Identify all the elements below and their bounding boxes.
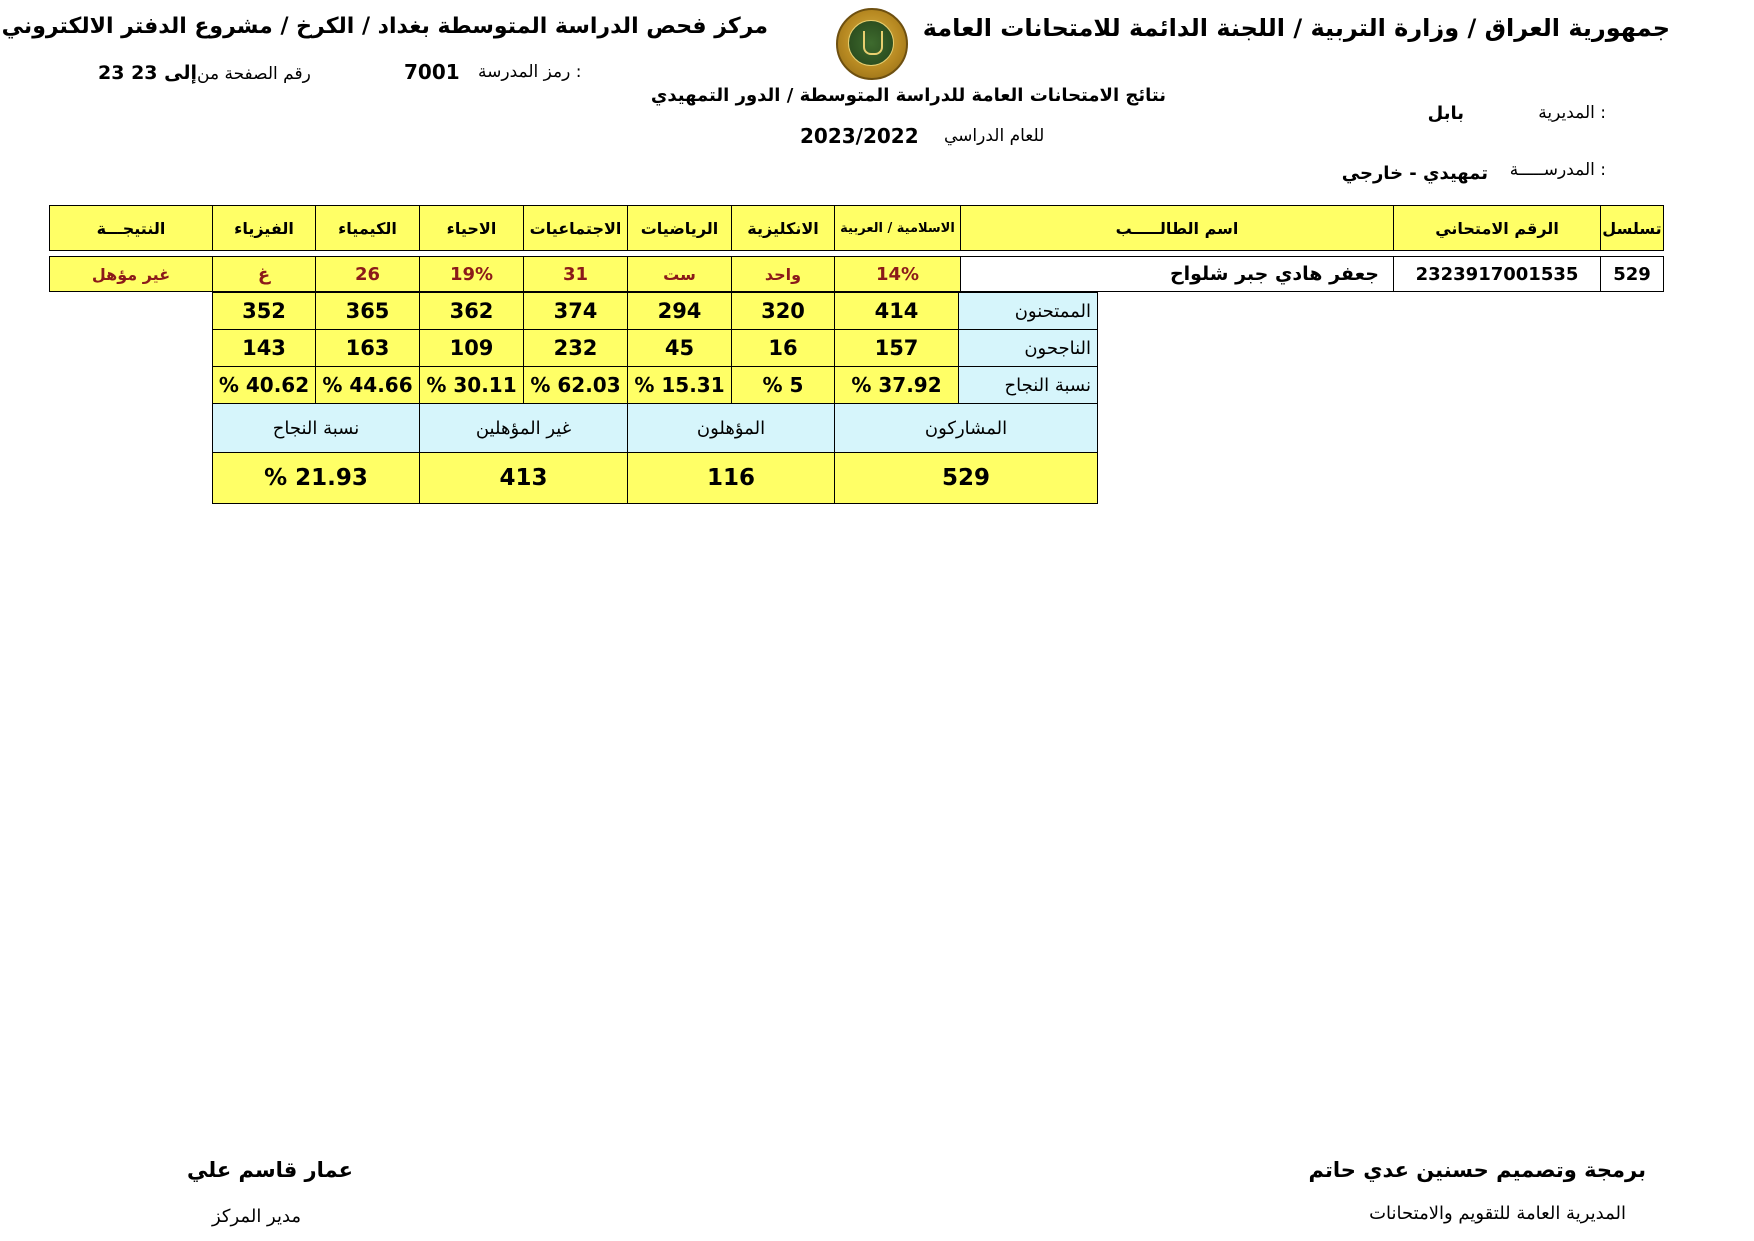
- pass-rate-value: 44.66 %: [315, 366, 420, 404]
- label-passed: الناجحون: [958, 329, 1098, 367]
- page-number: 23 إلى 23: [98, 62, 197, 84]
- examined-value: 352: [212, 292, 316, 330]
- designer-organization: المديرية العامة للتقويم والامتحانات: [1369, 1203, 1626, 1224]
- academic-year: 2023/2022: [800, 124, 919, 148]
- examined-value: 362: [419, 292, 524, 330]
- school-code-label: رمز المدرسة :: [478, 62, 582, 82]
- designer-credit: برمجة وتصميم حسنين عدي حاتم: [1308, 1158, 1646, 1182]
- school-value: تمهيدي - خارجي: [1341, 163, 1488, 184]
- examined-value: 320: [731, 292, 835, 330]
- header-exam-no: الرقم الامتحاني: [1393, 205, 1601, 251]
- header-biology: الاحياء: [419, 205, 524, 251]
- header-result: النتيجـــة: [49, 205, 213, 251]
- student-result: غير مؤهل: [49, 256, 213, 292]
- results-title: نتائج الامتحانات العامة للدراسة المتوسطة / الدور التمهيدي: [650, 85, 1166, 106]
- pass-rate-value: 5 %: [731, 366, 835, 404]
- ministry-emblem-icon: [836, 8, 908, 80]
- examined-value: 365: [315, 292, 420, 330]
- label-pass-rate: نسبة النجاح: [958, 366, 1098, 404]
- passed-value: 109: [419, 329, 524, 367]
- grade-physics: غ: [212, 256, 316, 292]
- school-label: المدرســـــة :: [1509, 160, 1606, 180]
- grade-math: ست: [627, 256, 732, 292]
- page-label: رقم الصفحة من: [197, 64, 311, 84]
- pass-rate-value: 30.11 %: [419, 366, 524, 404]
- header-title-right: جمهورية العراق / وزارة التربية / اللجنة الدائمة للامتحانات العامة: [922, 14, 1670, 42]
- pass-rate-value: 37.92 %: [834, 366, 959, 404]
- grade-biology: 19%: [419, 256, 524, 292]
- summary-participants-value: 529: [834, 452, 1098, 504]
- grade-social: 31: [523, 256, 628, 292]
- directorate-label: المديرية :: [1538, 103, 1606, 123]
- directorate-value: بابل: [1427, 103, 1464, 124]
- summary-not-qualified-label: غير المؤهلين: [419, 403, 628, 453]
- header-english: الانكليزية: [731, 205, 835, 251]
- header-chemistry: الكيمياء: [315, 205, 420, 251]
- header-name: اسم الطالـــــب: [960, 205, 1394, 251]
- examined-value: 294: [627, 292, 732, 330]
- center-manager-title: مدير المركز: [212, 1206, 302, 1227]
- header-title-left: مركز فحص الدراسة المتوسطة بغداد / الكرخ / مشروع الدفتر الالكتروني: [1, 14, 768, 39]
- year-label: للعام الدراسي: [944, 126, 1045, 146]
- center-manager-name: عمار قاسم علي: [187, 1158, 353, 1182]
- pass-rate-value: 15.31 %: [627, 366, 732, 404]
- pass-rate-value: 40.62 %: [212, 366, 316, 404]
- grade-english: واحد: [731, 256, 835, 292]
- summary-qualified-value: 116: [627, 452, 835, 504]
- pass-rate-value: 62.03 %: [523, 366, 628, 404]
- passed-value: 16: [731, 329, 835, 367]
- label-examined: الممتحنون: [958, 292, 1098, 330]
- school-code: 7001: [404, 60, 460, 84]
- examined-value: 374: [523, 292, 628, 330]
- student-serial: 529: [1600, 256, 1664, 292]
- header-social: الاجتماعيات: [523, 205, 628, 251]
- student-name: جعفر هادي جبر شلواح: [960, 256, 1394, 292]
- grade-islamic-arabic: 14%: [834, 256, 961, 292]
- examined-value: 414: [834, 292, 959, 330]
- passed-value: 157: [834, 329, 959, 367]
- summary-qualified-label: المؤهلون: [627, 403, 835, 453]
- student-exam-no: 2323917001535: [1393, 256, 1601, 292]
- header-math: الرياضيات: [627, 205, 732, 251]
- summary-pass-rate-value: 21.93 %: [212, 452, 420, 504]
- summary-not-qualified-value: 413: [419, 452, 628, 504]
- passed-value: 232: [523, 329, 628, 367]
- summary-participants-label: المشاركون: [834, 403, 1098, 453]
- summary-pass-rate-label: نسبة النجاح: [212, 403, 420, 453]
- passed-value: 143: [212, 329, 316, 367]
- header-serial: تسلسل: [1600, 205, 1664, 251]
- passed-value: 163: [315, 329, 420, 367]
- grade-chemistry: 26: [315, 256, 420, 292]
- passed-value: 45: [627, 329, 732, 367]
- header-physics: الفيزياء: [212, 205, 316, 251]
- header-islamic-arabic: الاسلامية / العربية: [834, 205, 961, 251]
